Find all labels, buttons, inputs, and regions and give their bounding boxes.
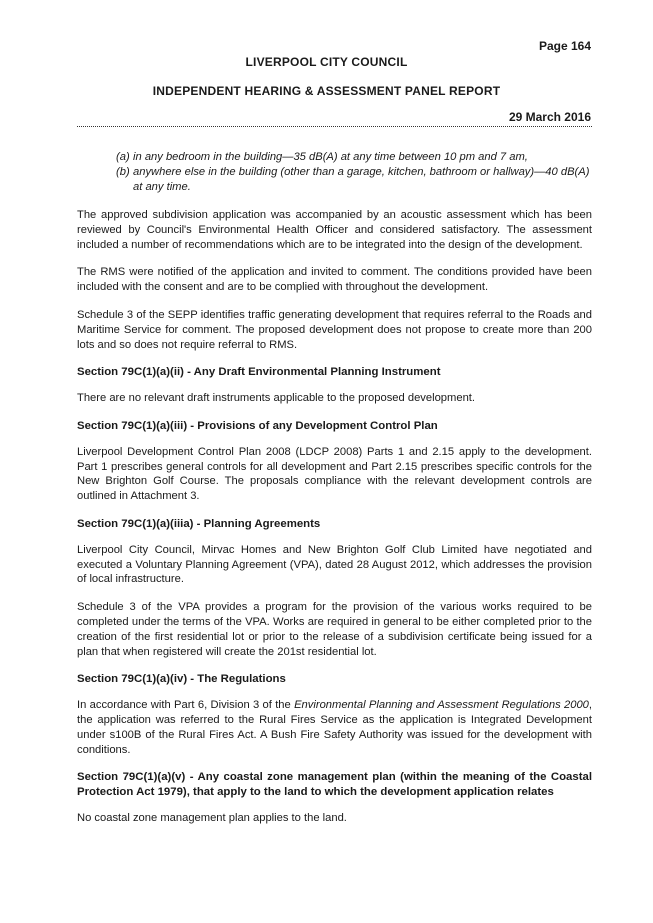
section-heading-draft-epi: Section 79C(1)(a)(ii) - Any Draft Environmental Planning Instrument	[77, 366, 441, 379]
list-marker: (a)	[116, 151, 130, 163]
list-item	[77, 150, 592, 165]
page-number: Page 164	[538, 39, 591, 53]
document-body	[77, 150, 592, 839]
section-heading-dcp: Section 79C(1)(a)(iii) - Provisions of any Development Control Plan	[77, 419, 438, 432]
regulations-title: Environmental Planning and Assessment Regulations 2000	[294, 699, 589, 712]
paragraph-sepp-schedule: Schedule 3 of the SEPP identifies traffic generating development that requires referral to the Roads and Maritime Service for comment. The proposed development does not propose to create more than 200 lots and so does not require referral to RMS.	[77, 308, 592, 351]
report-date: 29 March 2016	[508, 110, 591, 124]
paragraph-coastal-zone: No coastal zone management plan applies to the land.	[77, 811, 347, 824]
list-item-text: in any bedroom in the building—35 dB(A) at any time between 10 pm and 7 am,	[133, 151, 528, 163]
header-divider	[77, 126, 592, 127]
paragraph-draft-instruments: There are no relevant draft instruments applicable to the proposed development.	[77, 392, 476, 405]
noise-criteria-list	[77, 150, 592, 195]
list-item	[77, 165, 592, 195]
list-item-text: anywhere else in the building (other than a garage, kitchen, bathroom or hallway)—40 dB(A) at any time.	[133, 166, 590, 193]
report-title: INDEPENDENT HEARING & ASSESSMENT PANEL REPORT	[152, 84, 501, 98]
paragraph-vpa: Liverpool City Council, Mirvac Homes and New Brighton Golf Club Limited have negotiated and executed a Voluntary Planning Agreement (VPA), dated 28 August 2012, which addresses the provision of local infrastructure.	[77, 543, 592, 586]
paragraph-rms-notification: The RMS were notified of the application and invited to comment. The conditions provided have been included with the consent and are to be complied with throughout the development.	[77, 266, 592, 294]
list-marker: (b)	[116, 166, 130, 178]
section-heading-regulations: Section 79C(1)(a)(iv) - The Regulations	[77, 673, 286, 686]
paragraph-ldcp: Liverpool Development Control Plan 2008 (LDCP 2008) Parts 1 and 2.15 apply to the development. Part 1 prescribes general controls for all development and Part 2.15 prescribes specific controls for the New Brighton Golf Course. The proposals compliance with the relevant development controls are outlined in Attachment 3.	[77, 445, 592, 503]
paragraph-acoustic-assessment: The approved subdivision application was accompanied by an acoustic assessment which has been reviewed by Council's Environmental Health Officer and considered satisfactory. The assessment included a number of recommendations which are to be integrated into the design of the development.	[77, 209, 592, 251]
paragraph-regulations	[77, 698, 592, 757]
regulations-text-before: In accordance with Part 6, Division 3 of the	[77, 699, 295, 712]
section-heading-coastal-zone: Section 79C(1)(a)(v) - Any coastal zone management plan (within the meaning of the Coastal Protection Act 1979), that apply to the land to which the development application relates	[77, 771, 592, 799]
council-name: LIVERPOOL CITY COUNCIL	[245, 55, 408, 69]
paragraph-vpa-schedule: Schedule 3 of the VPA provides a program for the provision of the various works required to be completed under the terms of the VPA. Works are required in general to be either completed prior to the creation of the first residential lot or prior to the release of a subdivision certificate being issued for a plan that when registered will create the 201st residential lot.	[77, 601, 592, 658]
section-heading-planning-agreements: Section 79C(1)(a)(iiia) - Planning Agreements	[77, 517, 321, 530]
regulations-text-after: , the application was referred to the Rural Fires Service as the application is Integrated Development under s100B of the Rural Fires Act. A Bush Fire Safety Authority was issued for the development with conditions.	[77, 699, 592, 756]
